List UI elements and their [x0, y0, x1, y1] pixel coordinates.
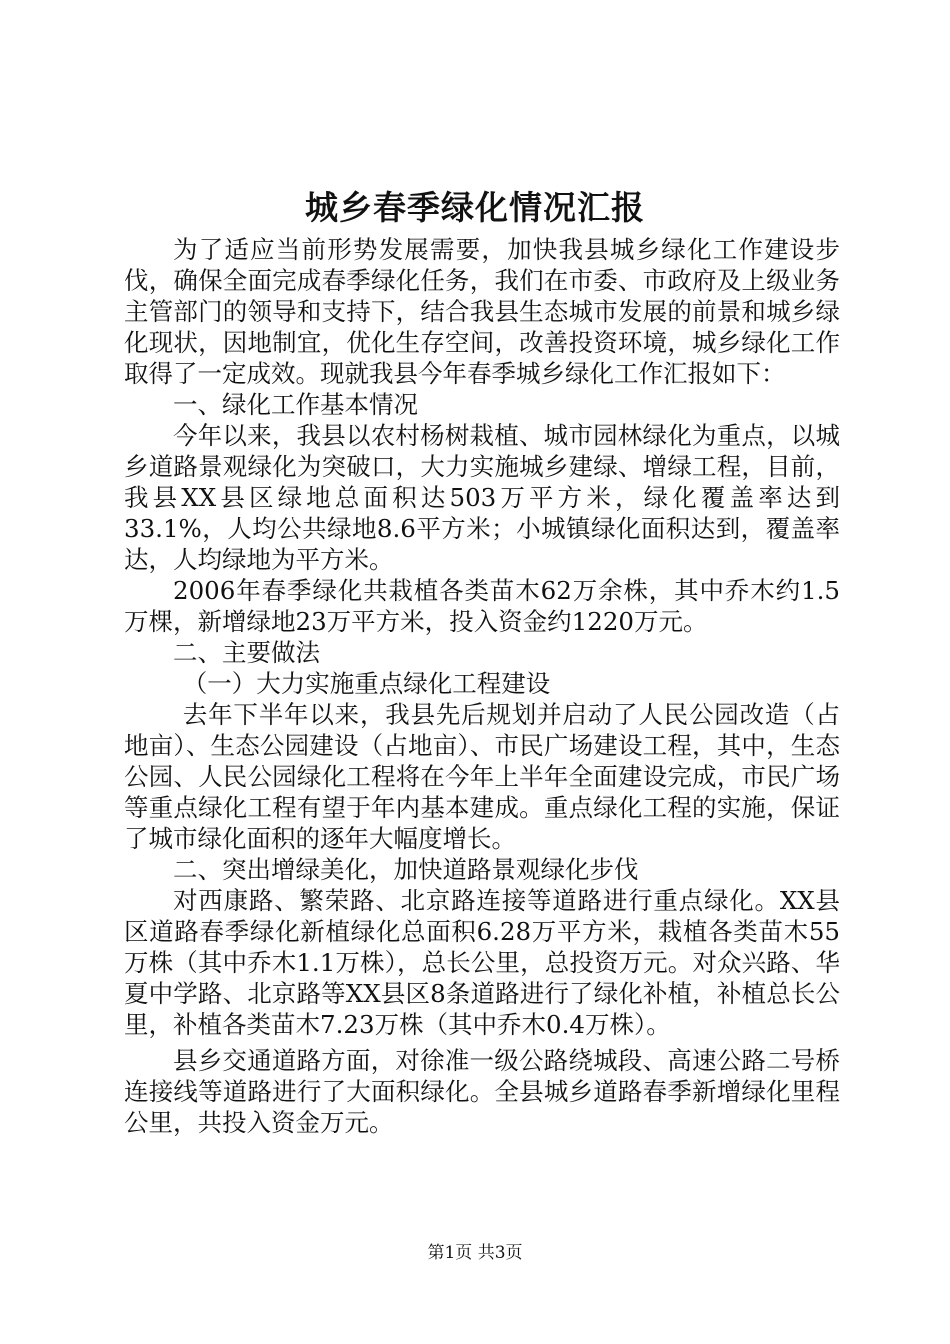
document-title: 城乡春季绿化情况汇报 [305, 188, 645, 227]
paragraph-spring-planting: 2006年春季绿化共栽植各类苗木62万余株，其中乔木约1.5万棵，新增绿地23万平方米，投入资金约1220万元。 [124, 576, 840, 636]
paragraph-intro: 为了适应当前形势发展需要，加快我县城乡绿化工作建设步伐，确保全面完成春季绿化任务，我们在市委、市政府及上级业务主管部门的领导和支持下，结合我县生态城市发展的前景和城乡绿化现状，因地制宜，优化生存空间，改善投资环境，城乡绿化工作取得了一定成效。现就我县今年春季城乡绿化工作汇报如下： [124, 235, 840, 388]
page-number-footer: 第1页 共3页 [427, 1243, 523, 1263]
subsection-heading-key-projects: （一）大力实施重点绿化工程建设 [182, 669, 551, 698]
paragraph-basic-situation: 今年以来，我县以农村杨树栽植、城市园林绿化为重点，以城乡道路景观绿化为突破口，大力实施城乡建绿、增绿工程，目前，我县XX县区绿地总面积达503万平方米，绿化覆盖率达到33.1%，人均公共绿地8.6平方米；小城镇绿化面积达到，覆盖率达，人均绿地为平方米。 [124, 421, 840, 574]
paragraph-key-projects: 去年下半年以来，我县先后规划并启动了人民公园改造（占地亩）、生态公园建设（占地亩）、市民广场建设工程，其中，生态公园、人民公园绿化工程将在今年上半年全面建设完成，市民广场等重点绿化工程有望于年内基本建成。重点绿化工程的实施，保证了城市绿化面积的逐年大幅度增长。 [124, 700, 840, 853]
paragraph-road-greening: 对西康路、繁荣路、北京路连接等道路进行重点绿化。XX县区道路春季绿化新植绿化总面积6.28万平方米，栽植各类苗木55万株（其中乔木1.1万株），总长公里，总投资万元。对众兴路、华夏中学路、北京路等XX县区8条道路进行了绿化补植，补植总长公里，补植各类苗木7.23万株（其中乔木0.4万株）。 [124, 886, 840, 1039]
section-heading-road-greening: 二、突出增绿美化，加快道路景观绿化步伐 [173, 855, 639, 884]
paragraph-traffic-roads: 县乡交通道路方面，对徐准一级公路绕城段、高速公路二号桥连接线等道路进行了大面积绿化。全县城乡道路春季新增绿化里程公里，共投入资金万元。 [124, 1046, 840, 1137]
section-heading-main-methods: 二、主要做法 [173, 638, 320, 667]
document-body [124, 234, 840, 1138]
section-heading-basic-situation: 一、绿化工作基本情况 [173, 390, 418, 419]
